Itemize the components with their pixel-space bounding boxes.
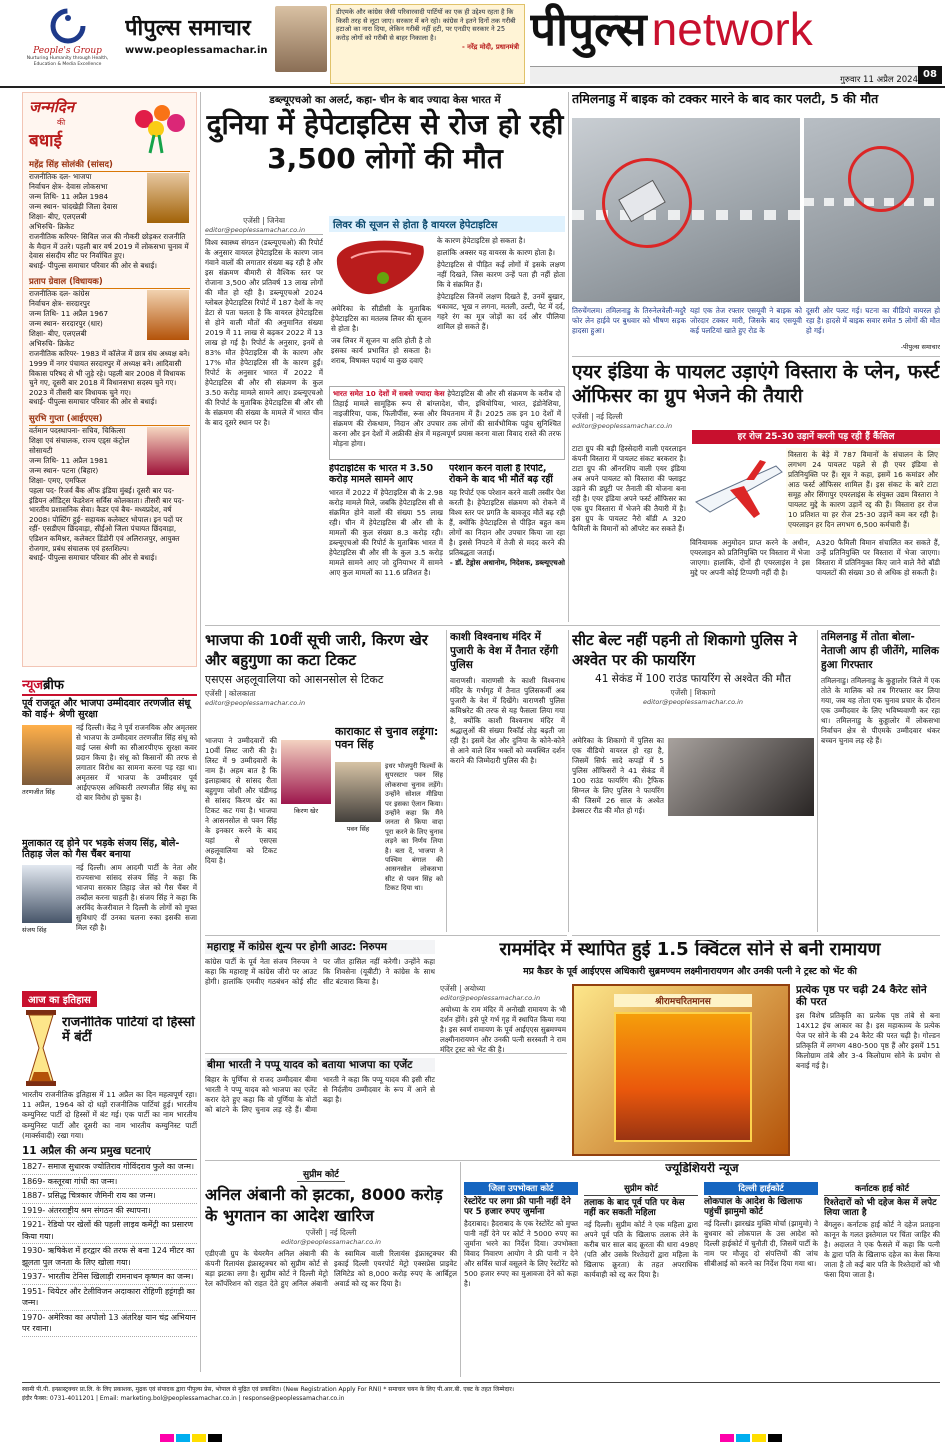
peoples-group-tagline: Nurturing Humanity through Health, Education & Media Excellence [26,56,109,67]
issue-date: गुरुवार 11 अप्रैल 2024 [840,75,918,84]
birthday-person-3 [29,413,190,563]
birthday-detail: जन्म तिथि- 11 अप्रैल 1981 [29,455,109,465]
maha-article [205,940,435,1050]
crash-caption-3: दूसरी ओर पलट गई। घटना का वीडियो वायरल हो रहा है। हादसे में बाइक सवार समेत 5 लोगों की मौत हो गई। [806,306,940,335]
birthday-detail: राजनीतिक दल- कांग्रेस [29,289,90,299]
modi-photo [275,6,327,72]
ram-darbar-art [614,1012,752,1142]
ramayan-subhead: मप्र कैडर के पूर्व आईएएस अधिकारी सुब्रमण्यम लक्ष्मीनारायणन और उनकी पत्नी ने ट्रस्ट को भेंट की [523,965,857,977]
air-india-side-box: विस्तारा के बेड़े में 787 विमानों के संचालन के लिए लगभग 24 पायलट पहले से ही एयर इंडिया से प्रतिनियुक्ति पर हैं। सूत्र ने कहा, इसमें 16 कमांडर और आठ फर्स्ट ऑफिसर शामिल हैं। इस संकट के बारे टाटा समूह और सिंगापुर एयरलाइंस के संयुक्त उद्यम विस्तारा ने पायलट मुद्दे के कारण उड़ानें रद्द की हैं। विस्तारा हर रोज 10 प्रतिशत या हर रोज 25-30 उड़ानें कम कर रही है। एयरलाइन हर दिन लगभग 6,500 कर्मचारी हैं। [786,448,940,534]
col1-body: हैदराबाद। हैदराबाद के एक रेस्टोरेंट को मुफ्त पानी नहीं देने पर कोर्ट ने 5000 रुपए का जुर्माना भरने का निर्देश दिया। उपभोक्ता विवाद निवारण आयोग ने फ्री पानी न देने और सर्विस चार्ज वसूलने के लिए रेस्टोरेंट को 500 हजार रुपए का मुआवजा देने को कहा है। [464,1219,578,1289]
birthday-career: पहला पद- रिजर्व बैंक ऑफ इंडिया मुंबई। दूसरी बार पद- इंडियन ऑडिट्स फेडरेशन सर्विस कोलकाता। तीसरी बार पद- भारतीय प्रशासनिक सेवा। कैडर एवं बैच- मध्यप्रदेश, वर्ष 2008। पोस्टिंग हुई- सहायक कलेक्टर भोपाल। इन पदों पर रहीं- एसडीएम छिंदवाड़ा, सीईओ जिला पंचायत छिंदवाड़ा, एडिशन कमिश्नर, कलेक्टर डिंडोरी एवं अलिराजपुर, आयुक्त रोजगार, प्रबंध संचालक एवं हस्तशिल्प। [29,485,185,553]
brief-2-headline: मुलाकात रद्द होने पर भड़के संजय सिंह, बोले- तिहाड़ जेल को गैस चैंबर बनाया [22,837,180,860]
liver-point: जब लिवर में सूजन या क्षति होती है तो इसका कार्य प्रभावित हो सकता है। शराब, विषाक्त पदार्थ या कुछ दवाएं [331,336,431,365]
history-section [22,988,197,1378]
sanjay-singh-caption: संजय सिंह [22,925,47,934]
seatbelt-body: अमेरिका के शिकागो में पुलिस का एक वीडियो वायरल हो रहा है, जिसमें सिर्फ सादे कपड़ों में 5 पुलिस ऑफिसरों ने 41 सेकंड में 100 राउंड फायरिंग की। ट्रैफिक सिग्नल के लिए पुलिस ने फायरिंग की जिसमें 26 साल के अश्वेत डेक्सटर रीड की मौत हो गई। [572,736,664,815]
air-india-byline-place: नई दिल्ली [596,412,623,421]
air-india-byline: एजेंसी | नई दिल्ली [572,412,623,421]
liver-point: हेपेटाइटिस जिनमें लक्षण दिखते हैं, उनमें बुखार, थकावट, भूख न लगना, मतली, उल्टी, पेट में दर्द, गहरे रंग का मूत्र जोड़ों का दर्द और पीलिया शामिल हो सकते हैं। [437,292,565,331]
who-byline: एजेंसी | जिनेवा [243,216,285,225]
sandhu-photo [22,725,72,785]
col2-tag: सुप्रीम कोर्ट [584,1182,698,1196]
kashi-body: वाराणसी। वाराणसी के काशी विश्वनाथ मंदिर के गर्भगृह में तैनात पुलिसकर्मी अब पुजारी के वेश में दिखेंगे। वाराणसी पुलिस कमिश्नरेट की तरफ से यह फैसला लिया गया है, क्योंकि काशी विश्वनाथ मंदिर में श्रद्धालुओं की संख्या रिकॉर्ड तोड़ बढ़ती जा रही है। इसमें देश और दुनिया के कोने-कोने से आने वाले शिव भक्तों को व्यवस्थित दर्शन कराने की जिम्मेदारी पुलिस की है। [450,676,565,765]
seatbelt-byline: एजेंसी | शिकागो [670,688,716,697]
history-events [22,1160,197,1337]
liver-point: अमेरिका के सीडीसी के मुताबिक हेपेटाइटिस का मतलब लिवर की सूजन से होता है। [331,304,431,333]
who-body: विश्व स्वास्थ्य संगठन (डब्ल्यूएचओ) की रिपोर्ट के अनुसार वायरल हेपेटाइटिस के कारण जान गंवाने वालों की लगातार संख्या बढ़ रही है और इस संक्रमण बीमारी से वैश्विक स्तर पर रोजाना 3,500 और प्रतिवर्ष 13 लाख लोगों की मौत हो रही है। डब्ल्यूएचओ 2024 ग्लोबल हेपेटाइटिस रिपोर्ट में 187 देशों के नए डेटा से पता चलता है कि वायरल हेपेटाइटिस से होने वाली मौतों की अनुमानित संख्या 2019 में 11 लाख से बढ़कर 2022 में 13 लाख हो गई है। रिपोर्ट के अनुसार, इनमें से 83% मौत हेपेटाइटिस बी के कारण और 17% मौत हेपेटाइटिस सी के कारण हुईं। रिपोर्ट के अनुसार भारत में 2022 में हेपेटाइटिस बी और सी संक्रमण के कुल 3.50 करोड़ मामले सामने आए। डब्ल्यूएचओ की रिपोर्ट के मुताबिक हेपेटाइटिस बी और सी के संक्रमण की संख्या के मामले में भारत चीन के बाद दूसरे स्थान पर है। [205,238,323,427]
birthday-wish: बधाई- पीपुल्स समाचार परिवार की ओर से बधाई। [29,553,157,563]
air-india-red-strip: हर रोज 25-30 उड़ानें करनी पड़ रही हैं कैंसिल [692,430,940,444]
air-india-article [572,360,940,625]
crash-credit: -पीपुल्स समाचार [900,343,940,351]
chicago-police-photo [668,738,814,816]
history-event-item: 1887- प्रसिद्ध चित्रकार जैमिनी राय का जन्म। [22,1189,197,1204]
col4-tag: कर्नाटक हाई कोर्ट [824,1182,940,1196]
crash-photo-right [804,118,940,302]
ten-countries-title: भारत समेत 10 देशों में सबसे ज्यादा केस [333,389,445,398]
who-email[interactable]: editor@peoplessamachar.co.in [205,226,323,235]
peoples-group-logo [20,6,115,82]
footer [22,1382,940,1414]
registration-strip [0,1430,945,1444]
air-india-body-2: विनियामक अनुमोदन प्राप्त करने के अधीन, एयरलाइन को प्रतिनियुक्ति पर विस्तारा में भेजा जाएगा। हालांकि, दोनों ही एयरलाइंस ने इस मुद्दे पर अपनी कोई टिप्पणी नहीं दी है। [690,538,810,577]
history-body: भारतीय राजनीतिक इतिहास में 11 अप्रैल का दिन महत्वपूर्ण रहा। 11 अप्रैल, 1964 को दो धड़ों राजनीतिक पार्टियां हुई। भारतीय कम्युनिस्ट पार्टी दो हिस्सों में बंट गई। एक पार्टी का नाम भारतीय कम्युनिस्ट पार्टी और दूसरी का नाम भारतीय कम्युनिस्ट पार्टी (मार्क्सवादी) रखा गया। [22,1090,197,1140]
birthday-detail: अभिरुचि- क्रिकेट [29,339,75,349]
birthday-wish: बधाई- पीपुल्स समाचार परिवार की ओर से बधाई। [29,397,157,407]
ten-countries-body: हेपेटाइटिस बी और सी संक्रमण के करीब दो तिहाई मामले सामूहिक रूप से बांग्लादेश, चीन, इथियोपिया, भारत, इंडोनेशिया, नाइजीरिया, पाक, फिलीपींस, रूस और वियतनाम में हैं। 2025 तक इन 10 देशों में संक्रमण की रोकथाम, निदान और उपचार तक लोगों की सार्वभौमिक पहुंच सुनिश्चित करना और इन देशों में अफ्रीकी क्षेत्र में महत्वपूर्ण प्रयास करना वाला विवाद रास्ते की तरफ मोड़ना होगा। [333,389,561,448]
birthday-title-top: जन्मदिन [29,98,75,116]
registration-marks [0,1431,945,1444]
who-sub2-sign: - डॉ. टेड्रोस अधानोम, निदेशक, डब्ल्यूएचओ [449,557,565,567]
birthday-section [22,92,197,667]
grewal-photo [147,290,189,340]
who-article [205,92,565,622]
birthday-detail: शिक्षा- बीए, एलएलबी [29,212,87,221]
airplane-icon [690,450,786,530]
liver-illustration-icon [331,234,431,302]
history-event-item: 1951- थियेटर और टेलीविजन अदाकारा रोहिणी हट्टंगड़ी का जन्म। [22,1285,197,1311]
bima-article [205,1058,435,1158]
birthday-detail: निर्वाचन क्षेत्र- देवास लोकसभा [29,182,108,191]
ten-countries-text [333,389,561,449]
kirron-kher-caption: किरण खेर [293,807,319,815]
network-english: network [651,3,813,55]
history-list-title: 11 अप्रैल की अन्य प्रमुख घटनाएं [22,1145,197,1160]
seatbelt-email[interactable]: editor@peoplessamachar.co.in [642,698,744,706]
history-event-item: 1921- रेडियो पर खेलों की पहली लाइव कमेंट्री का प्रसारण किया गया। [22,1218,197,1244]
paper-logo [125,16,285,72]
col4-body: बेंगलुरु। कर्नाटक हाई कोर्ट ने दहेज प्रताड़ना कानून के गलत इस्तेमाल पर चिंता जाहिर की है। अदालत ने एक फैसले में कहा कि पत्नी के द्वारा पति के खिलाफ दहेज का केस किया जाता है तो कई बार पति के रिश्तेदारों को भी फंसा दिया जाता है। [824,1220,940,1280]
ambani-article [205,1162,457,1377]
peoples-group-emblem-icon [48,6,88,46]
who-kicker: डब्ल्यूएचओ का अलर्ट, कहा- चीन के बाद ज्यादा केस भारत में [269,95,501,106]
bima-body: बिहार के पूर्णिया से राजद उम्मीदवार बीमा भारती ने पप्पू यादव को भाजपा का एजेंट करार देते हुए कहा कि वो पूर्णिया के वोटों को बांटने के लिए चुनाव लड़ रहे हैं। बीमा भारती ने कहा कि पप्पू यादव की इसी सीट से निर्दलीय उम्मीदवार के रूप में आने से बढ़ा है। [205,1075,435,1115]
page-number: 08 [918,66,942,84]
bjp-headline: भाजपा की 10वीं सूची जारी, किरण खेर और बहुगुणा का कटा टिकट [205,631,428,669]
brief-2-body: नई दिल्ली। आम आदमी पार्टी के नेता और राज्यसभा सांसद संजय सिंह ने कहा कि भाजपा सरकार तिहाड़ जेल को गैस चैंबर में तब्दील करना चाहती है। संजय सिंह ने कहा कि अरविंद केजरीवाल ने दिल्ली के लोगों को मुफ्त सुविधाएं दीं उनका चलना रुका इसकी सजा मिल रही है। [76,862,197,932]
crash-highlight-circle-2 [848,146,914,212]
tn-crash-headline: तमिलनाडु में बाइक को टक्कर मारने के बाद कार पलटी, 5 की मौत [572,92,879,106]
liver-point: हेपेटाइटिस से पीड़ित कई लोगों में इसके लक्षण नहीं दिखते, जिस कारण उन्हें पता ही नहीं होता कि वे संक्रमित हैं। [437,260,565,289]
seatbelt-subhead: 41 सेकंड में 100 राउंड फायरिंग से अश्वेत की मौत [595,673,791,685]
birthday-detail: जन्म तिथि- 11 अप्रैल 1984 [29,192,109,201]
flower-bouquet-icon [124,99,194,154]
who-byline-place: जिनेवा [267,216,285,225]
quote-author: - नरेंद्र मोदी, प्रधानमंत्री [461,43,519,52]
ramayan-byline-place: अयोध्या [464,984,486,993]
col2-body: नई दिल्ली। सुप्रीम कोर्ट ने एक महिला द्वारा अपने पूर्व पति के खिलाफ तलाक लेने के करीब चार साल बाद क्रूरता की धारा 498ए (पति और उसके रिश्तेदारों द्वारा महिला के खिलाफ क्रूरता) के तहत अपराधिक कार्यवाही को रद्द कर दिया है। [584,1220,698,1280]
crash-caption-2: यहां एक तेज रफ्तार एसयूवी ने बाइक को जोरदार टक्कर मारी, जिसके बाद एसयूवी कई पलटियां खाते हुए रोड के [690,306,802,335]
birthday-person-2 [29,276,190,407]
surabhi-photo [147,427,189,475]
tn-parrot-body: तमिलनाडु। तमिलनाडु के कुड्डालोर जिले में एक तोते के मालिक को तब गिरफ्तार कर लिया गया, जब यह तोता एक चुनाव प्रचार के दौरान एक उम्मीदवार के लिए भविष्यवाणी कर रहा था। तमिलनाडु के कुड्डालोर में लोकसभा निर्वाचन क्षेत्र से पीएमके उम्मीदवार थंकर बच्चन चुनाव लड़ रहे हैं। [821,676,940,745]
ambani-byline-agency: एजेंसी [305,1228,323,1237]
col3-body: नई दिल्ली। झारखंड मुक्ति मोर्चा (झामुमो) ने बुधवार को लोकपाल के उस आदेश को दिल्ली हाईकोर्ट में चुनौती दी, जिसमें पार्टी के नाम पर मौजूद दो संपत्तियों की जांच सीबीआई को करने का निर्देश दिया गया था। [704,1219,818,1269]
history-headline: राजनीतिक पार्टियां दो हिस्सों में बंटीं [62,1016,195,1045]
date-strip [530,66,942,84]
masthead [0,0,945,88]
seatbelt-byline-agency: एजेंसी [670,688,688,697]
history-event-item: 1919- अंतरराष्ट्रीय श्रम संगठन की स्थापना। [22,1204,197,1219]
birthday-detail: अभिरुचि- क्रिकेट [29,222,75,231]
birthday-detail: राजनीतिक दल- भाजपा [29,172,92,181]
tn-parrot-headline: तमिलनाडु में तोता बोला- नेताजी आप ही जीतेंगे, मालिक हुआ गिरफ्तार [821,631,939,671]
bjp-byline-place: कोलकाता [229,689,256,698]
ramayan-side-body: इस विशेष प्रतिकृति का प्रत्येक पृष्ठ तांबे से बना 14X12 इंच आकार का है। इस महाकाव्य के प्रत्येक पेज पर सोने के की 24 कैरेट की परत चढ़ी है। गोल्डन प्रतिकृति में लगभग 480-500 पृष्ठ हैं और इसमें 151 किलोग्राम तांबे और 3-4 किलोग्राम सोने के प्रयोग से बनाई गई है। [796,1011,940,1071]
bjp-article [205,630,443,932]
ambani-headline: अनिल अंबानी को झटका, 8000 करोड़ के भुगतान का आदेश खारिज [205,1185,443,1225]
bjp-byline: एजेंसी | कोलकाता [205,689,256,698]
ambani-body: एडीएजी ग्रुप के चेयरमैन अनिल अंबानी की कंपनी रिलायंस इंफ्रास्ट्रक्चर को सुप्रीम कोर्ट से बड़ा झटका लगा है। सुप्रीम कोर्ट ने दिल्ली मेट्रो रेल कॉर्पोरेशन को राहत देते हुए अनिल अंबानी के स्वामित्व वाली रिलायंस इंफ्रास्ट्रक्चर की इकाई दिल्ली एयरपोर्ट मेट्रो एक्सप्रेस प्राइवेट लिमिटेड को 8,000 करोड़ रुपए के आर्बिट्रल अवार्ड को रद्द कर दिया है। [205,1249,457,1288]
birthday-wish: बधाई- पीपुल्स समाचार परिवार की ओर से बधाई। [29,260,157,270]
judiciary-header: ज्यूडिशियरी न्यूज [665,1162,739,1175]
crash-photo-left [572,118,800,302]
golden-ramayan-photo [572,984,790,1156]
pawan-singh-photo [335,762,381,822]
birthday-detail: शिक्षा- एमए, एमफिल [29,475,86,485]
sandhu-caption: तरणजीत सिंह [22,787,55,796]
birthday-title-bottom: बधाई [29,131,62,151]
pawan-title: काराकाट से चुनाव लड़ूंगा: पवन सिंह [335,726,439,751]
bjp-body: भाजपा ने उम्मीदवारों की 10वीं लिस्ट जारी की है। लिस्ट में 9 उम्मीदवारों के नाम हैं। अहम बात है कि इलाहाबाद से सांसद रीता बहुगुणा जोशी और चंडीगढ़ से सांसद किरण खेर का टिकट कट गया है। भाजपा ने आसनसोल से पवन सिंह के इनकार करने के बाद यहां से एसएस अहलूवालिया को टिकट दिया है। [205,736,277,865]
network-hindi: पीपुल्स [530,2,647,56]
maha-body: कांग्रेस पार्टी के पूर्व नेता संजय निरुपम ने कहा कि महाराष्ट्र में कांग्रेस जीरो पर आउट होगी। हालांकि एमवीए गठबंधन कोई सीट पर जीत हासिल नहीं करेगी। उन्होंने कहा कि शिवसेना (यूबीटी) ने कांग्रेस के साथ सीट बंटवारा किया है। [205,957,435,987]
brief-1-body: नई दिल्ली। केंद्र ने पूर्व राजनयिक और अमृतसर से भाजपा के उम्मीदवार तरणजीत सिंह संधू को वाई प्लस श्रेणी का सीआरपीएफ सुरक्षा कवर प्रदान किया है। संधू को किसानों की तरफ से लगातार विरोध का सामना करना पड़ रहा था। अमृतसर में भाजपा के उम्मीदवार पूर्व आईएफएस अधिकारी तरणजीत सिंह संधू का दो बार विरोध हो चुका है। [76,722,197,802]
birthday-person-name: सुरभि गुप्ता (आईएएस) [29,413,190,426]
ambani-byline-place: नई दिल्ली [329,1228,357,1237]
seatbelt-byline-place: शिकागो [694,688,716,697]
seatbelt-article [572,630,814,932]
air-india-body-3: A320 फैमिली विमान संचालित कर सकते हैं, उन्हें प्रतिनियुक्ति पर विस्तारा में भेजा जाएगा। विस्तारा में प्रतिनियुक्त किए जाने वाले नैरो बॉडी पायलटों की संख्या 30 से अधिक हो सकती है। [816,538,940,577]
who-byline-agency: एजेंसी [243,216,260,225]
bima-headline: बीमा भारती ने पप्पू यादव को बताया भाजपा का एजेंट [205,1058,435,1072]
history-event-item: 1827- समाज सुधारक ज्योतिराव गोविंदराव फुले का जन्म। [22,1160,197,1175]
seatbelt-headline: सीट बेल्ट नहीं पहनी तो शिकागो पुलिस ने अश्वेत पर की फायरिंग [572,631,797,669]
air-india-headline: एयर इंडिया के पायलट उड़ाएंगे विस्तारा के प्लेन, फर्स्ट ऑफिसर का ग्रुप भेजने की तैयारी [572,361,940,407]
ramayan-email[interactable]: editor@peoplessamachar.co.in [440,994,541,1002]
history-event-item: 1930- ऋषिकेश में हरद्वार की तरफ से बना 124 मीटर का झूलता पुल जनता के लिए खोला गया। [22,1244,197,1270]
who-headline: दुनिया में हेपेटाइटिस से रोज हो रही 3,500 लोगों की मौत [206,108,564,175]
birthday-detail: जन्म तिथि- 11 अप्रैल 1967 [29,309,109,319]
birthday-detail: जन्म स्थान- पटना (बिहार) [29,465,99,475]
liver-point: हालांकि अक्सर यह वायरस के कारण होता है। [437,248,555,257]
birthday-detail: शिक्षा- बीए, एलएलबी [29,329,87,339]
birthday-detail: वर्तमान पदस्थापना- सचिव, चिकित्सा शिक्षा एवं संचालक, राज्य एड्स कंट्रोल सोसायटी [29,425,130,455]
history-tag: आज का इतिहास [22,991,97,1007]
judiciary-section [464,1162,940,1377]
col3-title: लोकपाल के आदेश के खिलाफ पहुंचीं झामुमो कोर्ट [704,1197,803,1218]
tn-parrot-article [821,630,940,932]
ramayan-byline-agency: एजेंसी [440,984,457,993]
kirron-kher-photo [281,740,331,804]
ten-countries-box [329,386,565,460]
ramayan-side-title: प्रत्येक पृष्ठ पर चढ़ी 24 कैरेट सोने की परत [796,984,927,1009]
birthday-detail: निर्वाचन क्षेत्र- सरदारपुर [29,299,90,309]
ambani-byline: एजेंसी | नई दिल्ली [305,1228,357,1237]
birthday-detail: जन्म स्थान- चांदखेड़ी जिला देवास [29,202,118,211]
air-india-body-1: टाटा ग्रुप की बड़ी हिस्सेदारी वाली एयरलाइन कंपनी विस्तारा में पायलट संकट बरकरार है। टाटा ग्रुप की ऑनरशिप वाली एयर इंडिया अब अपने पायलट को विस्तारा की फ्लाइट उड़ाने की ड्यूटी पर तैनाती की योजना बना रही है। एयर इंडिया अपने फर्स्ट ऑफिसर का एक ग्रुप विस्तारा में भेजने की तैयारी में है। इस ग्रुप के पायलट नैरो बॉडी A 320 फैमिली के विमानों को ऑपरेट कर सकते हैं। [572,444,686,533]
who-sub2-body: यह रिपोर्ट एक परेशान करने वाली तस्वीर पेश करती है। हेपेटाइटिस संक्रमण को रोकने में विश्व स्तर पर प्रगति के बावजूद मौतें बढ़ रही हैं, क्योंकि हेपेटाइटिस से पीड़ित बहुत कम लोगों का निदान और उपचार किया जा रहा है। इससे निपटने में तेजी से मदद करने की प्रतिबद्धता जताई। [449,487,565,557]
col2-title: तलाक के बाद पूर्व पति पर केस नहीं कर सकती महिला [584,1198,685,1219]
quote-box [330,4,525,84]
birthday-banner [29,97,190,157]
network-title [530,2,940,64]
birthday-career: राजनीतिक करियर- सिविल जज की नौकरी छोड़कर राजनीति के मैदान में उतरे। पहली बार वर्ष 2019 में लोकसभा चुनाव में देवास संसदीय सीट पर निर्वाचित हुए। [29,232,189,261]
book-title: श्रीरामचरितमानस [614,994,752,1007]
birthday-person-name: प्रताप ग्रेवाल (विधायक) [29,276,190,289]
birthday-career: राजनीतिक करियर- 1983 में कॉलेज में छात्र संघ अध्यक्ष बने। 1999 में नगर पंचायत सरदारपुर में अध्यक्ष बने। आदिवासी विकास परिषद से भी जुड़े रहे। पहली बार 2008 में विधायक चुने गए, दूसरी बार 2018 में विधानसभा सदस्य चुने गए। 2023 में तीसरी बार विधायक चुने गए। [29,349,190,397]
liver-title: लिवर की सूजन से होता है वायरल हेपेटाइटिस [329,216,565,232]
col3-tag: दिल्ली हाईकोर्ट [704,1182,818,1195]
kashi-article [450,630,565,932]
birthday-person-name: महेंद्र सिंह सोलंकी (सांसद) [29,159,190,172]
news-brief-title-b: ब्रीफ [43,678,64,693]
air-india-email[interactable]: editor@peoplessamachar.co.in [572,422,673,430]
who-sub1-title: हेपेटाइटिस के भारत में 3.50 करोड़ मामले सामने आए [329,464,434,485]
col4-title: रिश्तेदारों को भी दहेज केस में लपेट लिया जाता है [824,1198,937,1219]
who-sub1-body: भारत में 2022 में हेपेटाइटिस बी के 2.98 करोड़ मामले मिले, जबकि हेपेटाइटिस सी से संक्रमित होने वालों की संख्या 55 लाख रही। चीन में हेपेटाइटिस बी और सी के मामलों की कुल संख्या 8.3 करोड़ रही। डब्ल्यूएचओ की रिपोर्ट के मुताबिक भारत में हेपेटाइटिस बी और सी के कुल 3.5 करोड़ मामले सामने आए जो दुनियाभर में सामने आए कुल मामलों का 11.6 प्रतिशत है। [329,487,443,577]
birthday-detail: जन्म स्थान- सरदारपुर (धार) [29,319,103,329]
news-brief-title [22,675,197,696]
solanki-photo [147,173,189,223]
kashi-headline: काशी विश्वनाथ मंदिर में पुजारी के वेश में तैनात रहेंगी पुलिस [450,631,559,671]
peoples-group-name: People's Group [33,46,102,56]
air-india-byline-agency: एजेंसी [572,412,589,421]
crash-caption-1: तिरुचेंगलम। तमिलनाडु के तिरुनेलवेली-मदुरै फोर लेन हाईवे पर बुधवार को भीषण सड़क हादसा हुआ। [572,306,686,335]
birthday-person-1 [29,159,190,270]
paper-name: पीपुल्स समाचार [125,16,251,41]
bjp-subhead: एसएस अहलूवालिया को आसनसोल से टिकट [205,673,384,686]
col1-tag: जिला उपभोक्ता कोर्ट [464,1182,578,1195]
birthday-title-mid: की [57,118,66,127]
website-link[interactable]: www.peoplessamachar.in [125,45,268,57]
history-event-item: 1869- कस्तूरबा गांधी का जन्म। [22,1175,197,1190]
liver-box [329,216,565,384]
brief-1-headline: पूर्व राजदूत और भाजपा उम्मीदवार तरणजीत संधू को वाई+ श्रेणी सुरक्षा [22,698,191,720]
bjp-byline-agency: एजेंसी [205,689,222,698]
ramayan-headline: राममंदिर में स्थापित हुई 1.5 क्विंटल सोने से बनी रामायण [499,940,881,960]
news-brief-title-a: न्यूज [22,678,44,693]
tn-crash-article [572,92,940,354]
ambani-email[interactable]: editor@peoplessamachar.co.in [280,1238,382,1246]
who-sub2-title: परेशान करने वाली है रिपोर्ट, रोकने के बाद भी मौतें बढ़ रहीं [449,464,553,485]
footer-line-1: स्वामी पी.पी. इन्फ्रास्ट्रक्चर प्रा.लि. के लिए प्रकाशक, मुद्रक एवं संपादक द्वारा पीपुल्स प्रेस, भोपाल से मुद्रित एवं प्रकाशित। (New Registration Apply For RNI) * समाचार चयन के लिए पी.आर.बी. एक्ट के तहत जिम्मेदार। [22,1386,515,1393]
footer-line-2: इंदौर फैक्स: 0731-4011201 | Email: marketing.bol@peoplessamachar.co.in | response@peoplessamachar.co.in [22,1395,345,1402]
ramayan-body: अयोध्या के राम मंदिर में अनोखी रामायण के भी दर्शन होंगे। इसे पूरे गर्भ गृह में स्थापित किया गया है। इस स्वर्ण रामायण के पूर्व आईएएस सुब्रमण्यम लक्ष्मीनारायणन और उनकी पत्नी सरस्वती ने राम मंदिर ट्रस्ट को भेंट की है। [440,1005,566,1054]
ramayan-article [440,940,940,1158]
bjp-email[interactable]: editor@peoplessamachar.co.in [205,699,306,707]
liver-point: के कारण हेपेटाइटिस हो सकता है। [437,236,526,245]
maha-headline: महाराष्ट्र में कांग्रेस शून्य पर होगी आउट: निरुपम [205,940,435,954]
history-event-item: 1970- अमेरिका का अपोलो 13 अंतरिक्ष यान चंद्र अभियान पर रवाना। [22,1311,197,1337]
ambani-tag: सुप्रीम कोर्ट [297,1166,345,1182]
hourglass-icon [24,1010,58,1086]
news-brief-section [22,675,197,980]
pawan-body: इधर भोजपुरी फिल्मों के सुपरस्टार पवन सिंह लोकसभा चुनाव लड़ेंगे। उन्होंने सोशल मीडिया पर इसका ऐलान किया। उन्होंने कहा कि मैंने जनता से किया वादा पूरा करने के लिए चुनाव लड़ने का निर्णय लिया है। बता दें, भाजपा ने पश्चिम बंगाल की आसनसोल लोकसभा सीट से पवन सिंह को टिकट दिया था। [385,762,443,893]
sanjay-singh-photo [22,865,72,923]
quote-text: डीएमके और कांग्रेस जैसी परिवारवादी पार्टियों का एक ही उद्देश्य रहता है कि किसी तरह से लूटा जाए। सरकार में बने रहो। कांग्रेस ने इतने दिनों तक गरीबी हटाओ का नारा दिया, लेकिन गरीबी नहीं हटी, पर एनडीए सरकार ने 25 करोड़ लोगों को गरीबी से बाहर निकाला है। [336,8,516,42]
history-event-item: 1937- भारतीय टेनिस खिलाड़ी रामनाथन कृष्णन का जन्म। [22,1270,197,1285]
ramayan-byline: एजेंसी | अयोध्या [440,984,486,993]
col1-title: रेस्टोरेंट पर लगा फ्री पानी नहीं देने पर 5 हजार रुपए जुर्माना [464,1197,571,1218]
pawan-singh-caption: पवन सिंह [346,825,370,833]
